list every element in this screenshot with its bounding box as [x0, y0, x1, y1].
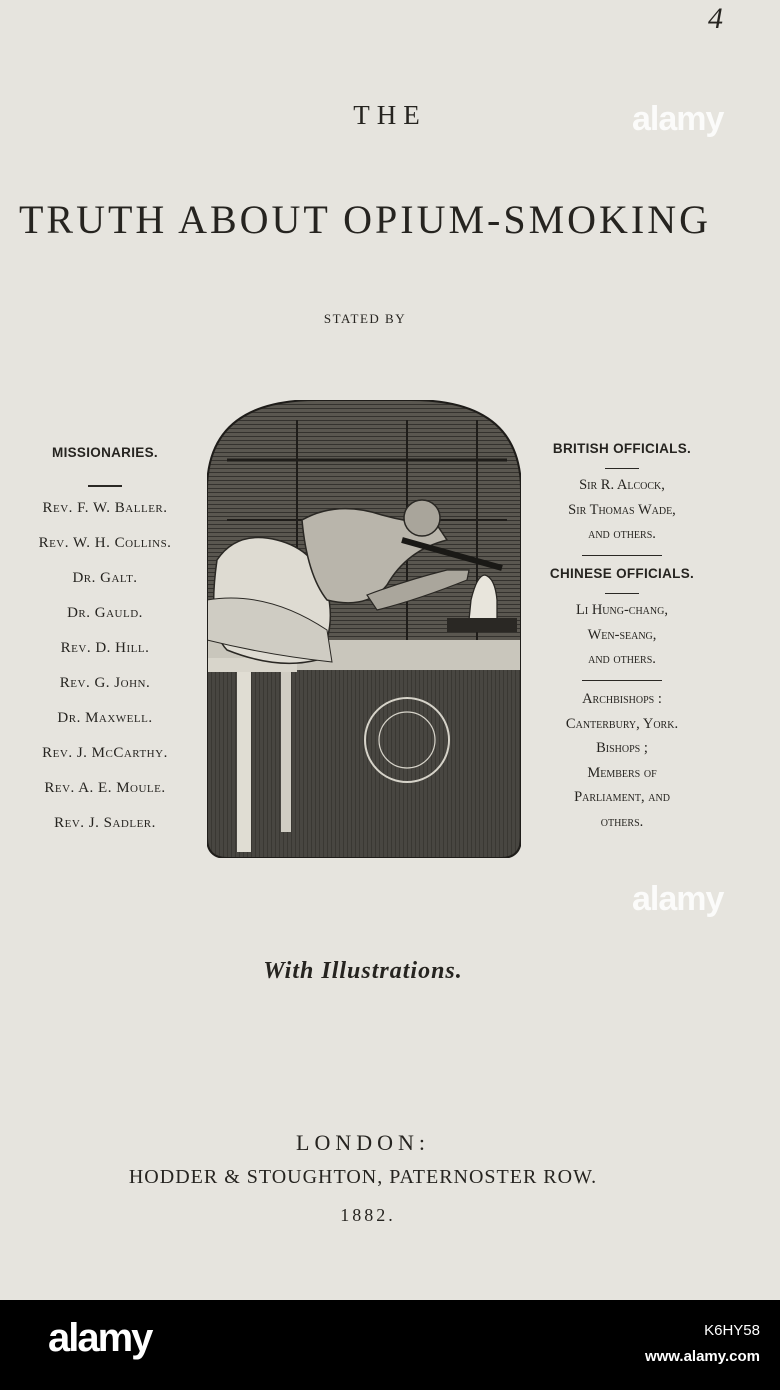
list-item: Rev. D. Hill.	[60, 639, 150, 656]
list-item: Members of	[587, 764, 657, 781]
list-item: Parliament, and	[574, 789, 670, 805]
with-illustrations: With Illustrations.	[263, 958, 463, 984]
list-item: Archbishops :	[582, 691, 662, 707]
list-item: Dr. Maxwell.	[57, 709, 153, 726]
list-item: Canterbury, York.	[565, 715, 679, 732]
book-title: TRUTH ABOUT OPIUM-SMOKING	[18, 197, 712, 242]
page-number: 4	[708, 2, 723, 35]
title-article: THE	[353, 100, 427, 130]
divider	[605, 468, 639, 470]
imprint-city: LONDON:	[296, 1130, 430, 1155]
list-item: Li Hung-chang,	[576, 602, 668, 618]
list-item: Rev. A. E. Moule.	[44, 779, 166, 796]
list-item: Bishops ;	[596, 740, 648, 756]
watermark-logo: alamy	[632, 880, 724, 918]
list-item: Rev. G. John.	[59, 674, 151, 691]
image-id: K6HY58	[704, 1322, 760, 1339]
list-item: and others.	[588, 651, 656, 667]
stated-by: STATED BY	[323, 311, 407, 326]
list-item: Sir Thomas Wade,	[568, 501, 676, 518]
missionaries-heading: MISSIONARIES.	[52, 445, 158, 460]
engraving-opium-smoker-icon	[207, 400, 521, 858]
divider	[582, 555, 662, 557]
divider	[88, 485, 122, 487]
officials-list	[524, 437, 720, 834]
missionaries-list	[15, 441, 195, 841]
stock-footer	[0, 1300, 780, 1390]
list-item: Sir R. Alcock,	[579, 477, 665, 493]
imprint-publisher: HODDER & STOUGHTON, PATERNOSTER ROW.	[128, 1166, 598, 1188]
list-item: Rev. W. H. Collins.	[38, 534, 172, 551]
list-item: Rev. J. McCarthy.	[42, 744, 168, 761]
list-item: others.	[600, 813, 644, 830]
engraving-illustration	[207, 400, 521, 858]
chinese-officials-heading: CHINESE OFFICIALS.	[549, 566, 695, 581]
list-item: Rev. J. Sadler.	[54, 814, 156, 831]
list-item: Dr. Gauld.	[67, 604, 143, 621]
divider	[582, 680, 662, 682]
watermark-logo: alamy	[632, 100, 724, 138]
footer-logo: alamy	[48, 1316, 152, 1360]
divider	[605, 593, 639, 595]
list-item: Rev. F. W. Baller.	[42, 499, 168, 516]
list-item: Dr. Galt.	[72, 569, 138, 586]
list-item: Wen-seang,	[587, 626, 657, 643]
british-officials-heading: BRITISH OFFICIALS.	[552, 441, 692, 456]
list-item: and others.	[588, 526, 656, 542]
imprint-year: 1882.	[340, 1205, 396, 1225]
footer-url[interactable]: www.alamy.com	[644, 1348, 760, 1365]
